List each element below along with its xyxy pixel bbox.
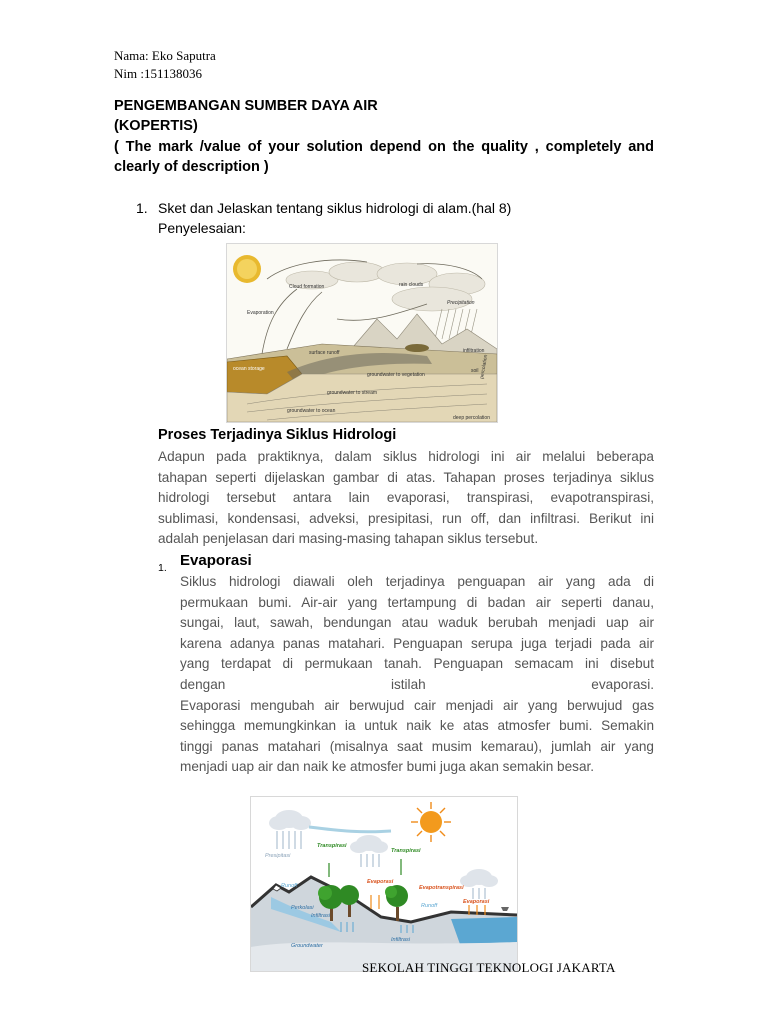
hydrologic-cycle-figure [226, 243, 498, 423]
fig1-label-soil: soil [471, 368, 479, 374]
question-text: Sket dan Jelaskan tentang siklus hidrologi di alam.(hal 8) [158, 200, 512, 216]
intro-line: Adapun pada praktiknya, dalam siklus hidrologi ini air melalui beberapa [158, 449, 654, 464]
document-subtitle: (KOPERTIS) [114, 118, 198, 134]
document-instruction-line2: clearly of description ) [114, 159, 269, 175]
evaporasi-line: sungai, laut, sawah, bendungan atau waduk berubah menjadi uap air [180, 615, 654, 631]
fig1-label-surface: surface runoff [309, 350, 340, 356]
fig1-label-infil: infiltration [463, 348, 485, 354]
section-heading: Proses Terjadinya Siklus Hidrologi [158, 427, 397, 443]
water-cycle-illustration [251, 797, 517, 971]
page-footer: SEKOLAH TINGGI TEKNOLOGI JAKARTA [362, 960, 616, 975]
fig2-label-presipitasi: Presipitasi [265, 853, 291, 859]
subsection-heading: Evaporasi [180, 552, 252, 569]
fig1-label-ocean: ocean storage [233, 366, 265, 372]
student-nim: Nim :151138036 [114, 66, 202, 81]
question-1 [136, 198, 511, 218]
fig1-label-precip: Precipitation [447, 300, 475, 306]
fig1-label-rainclouds: rain clouds [399, 282, 424, 288]
document-title: PENGEMBANGAN SUMBER DAYA AIR [114, 98, 378, 114]
fig2-label-infiltrasi: Infiltrasi [391, 937, 410, 943]
student-name: Nama: Eko Saputra [114, 48, 216, 63]
intro-line: hidrologi tersebut antara lain evaporasi, transpirasi, evapotranspirasi, [158, 490, 654, 506]
evaporasi-line: sehingga memungkinkan ia untuk naik ke atas atmosfer bumi. Semakin [180, 718, 654, 734]
fig1-label-evap: Evaporation [247, 310, 274, 316]
fig1-label-gw-stream: groundwater to stream [327, 390, 378, 396]
sun-icon [411, 802, 451, 842]
evaporasi-line: permukaan bumi. Air-air yang tertampung di badan air seperti danau, [180, 594, 654, 610]
intro-paragraph [158, 447, 654, 550]
document-instruction-line1: ( The mark /value of your solution depend on the quality , completely and [114, 139, 654, 155]
evaporasi-line: tinggi panas matahari (misalnya saat musim kemarau), jumlah air yang [180, 738, 654, 754]
fig1-label-perc: percolation [479, 354, 490, 380]
fig2-label-perkolasi: Perkolasi [291, 905, 314, 911]
fig2-label-evaporasi: Evaporasi [367, 879, 394, 885]
subsection-number: 1. [158, 562, 167, 574]
intro-line: tahapan seperti dijelaskan gambar di atas. Tahapan proses terjadinya siklus [158, 469, 654, 485]
fig2-label-evapotranspirasi: Evapotranspirasi [419, 885, 464, 891]
fig2-label-infiltrasi: Infiltrasi [311, 913, 330, 919]
answer-label: Penyelesaian: [158, 220, 246, 236]
evaporasi-line: yang terdapat di permukaan tanah. Penguapan semacam ini disebut [180, 656, 654, 672]
evaporasi-line: Evaporasi mengubah air berwujud cair menjadi air yang berwujud gas [180, 697, 654, 713]
water-cycle-diagram [250, 796, 518, 972]
fig1-label-cloud: Cloud formation [289, 284, 325, 290]
evaporasi-paragraph [180, 572, 654, 778]
fig1-label-gw-ocean: groundwater to ocean [287, 408, 336, 414]
fig2-label-runoff: Runoff [421, 903, 438, 909]
intro-line: adalah penjelasan dari masing-masing tahapan siklus tersebut. [158, 531, 539, 547]
fig2-label-evaporasi: Evaporasi [463, 899, 490, 905]
hydrologic-cycle-illustration [227, 244, 497, 422]
fig1-label-gw-veg: groundwater to vegetation [367, 372, 425, 378]
evaporasi-line: dengan istilah evaporasi. [180, 676, 654, 692]
question-number: 1. [136, 200, 148, 216]
fig2-label-transpirasi: Transpirasi [317, 843, 347, 849]
evaporasi-line: karena adanya panas matahari. Penguapan serupa juga terjadi pada air [180, 635, 654, 651]
fig2-label-runoff: Runoff [281, 883, 298, 889]
fig2-label-transpirasi: Transpirasi [391, 848, 421, 854]
sun-icon [233, 255, 261, 283]
fig2-label-groundwater: Groundwater [291, 943, 323, 949]
evaporasi-line: Siklus hidrologi diawali oleh terjadinya penguapan air yang ada di [180, 574, 654, 589]
intro-line: sublimasi, kondensasi, adveksi, presipitasi, run off, dan infiltrasi. Berikut ini [158, 510, 654, 526]
evaporasi-line: menjadi uap air dan naik ke atmosfer bumi juga akan semakin besar. [180, 759, 595, 775]
fig1-label-deep: deep percolation [453, 415, 490, 421]
